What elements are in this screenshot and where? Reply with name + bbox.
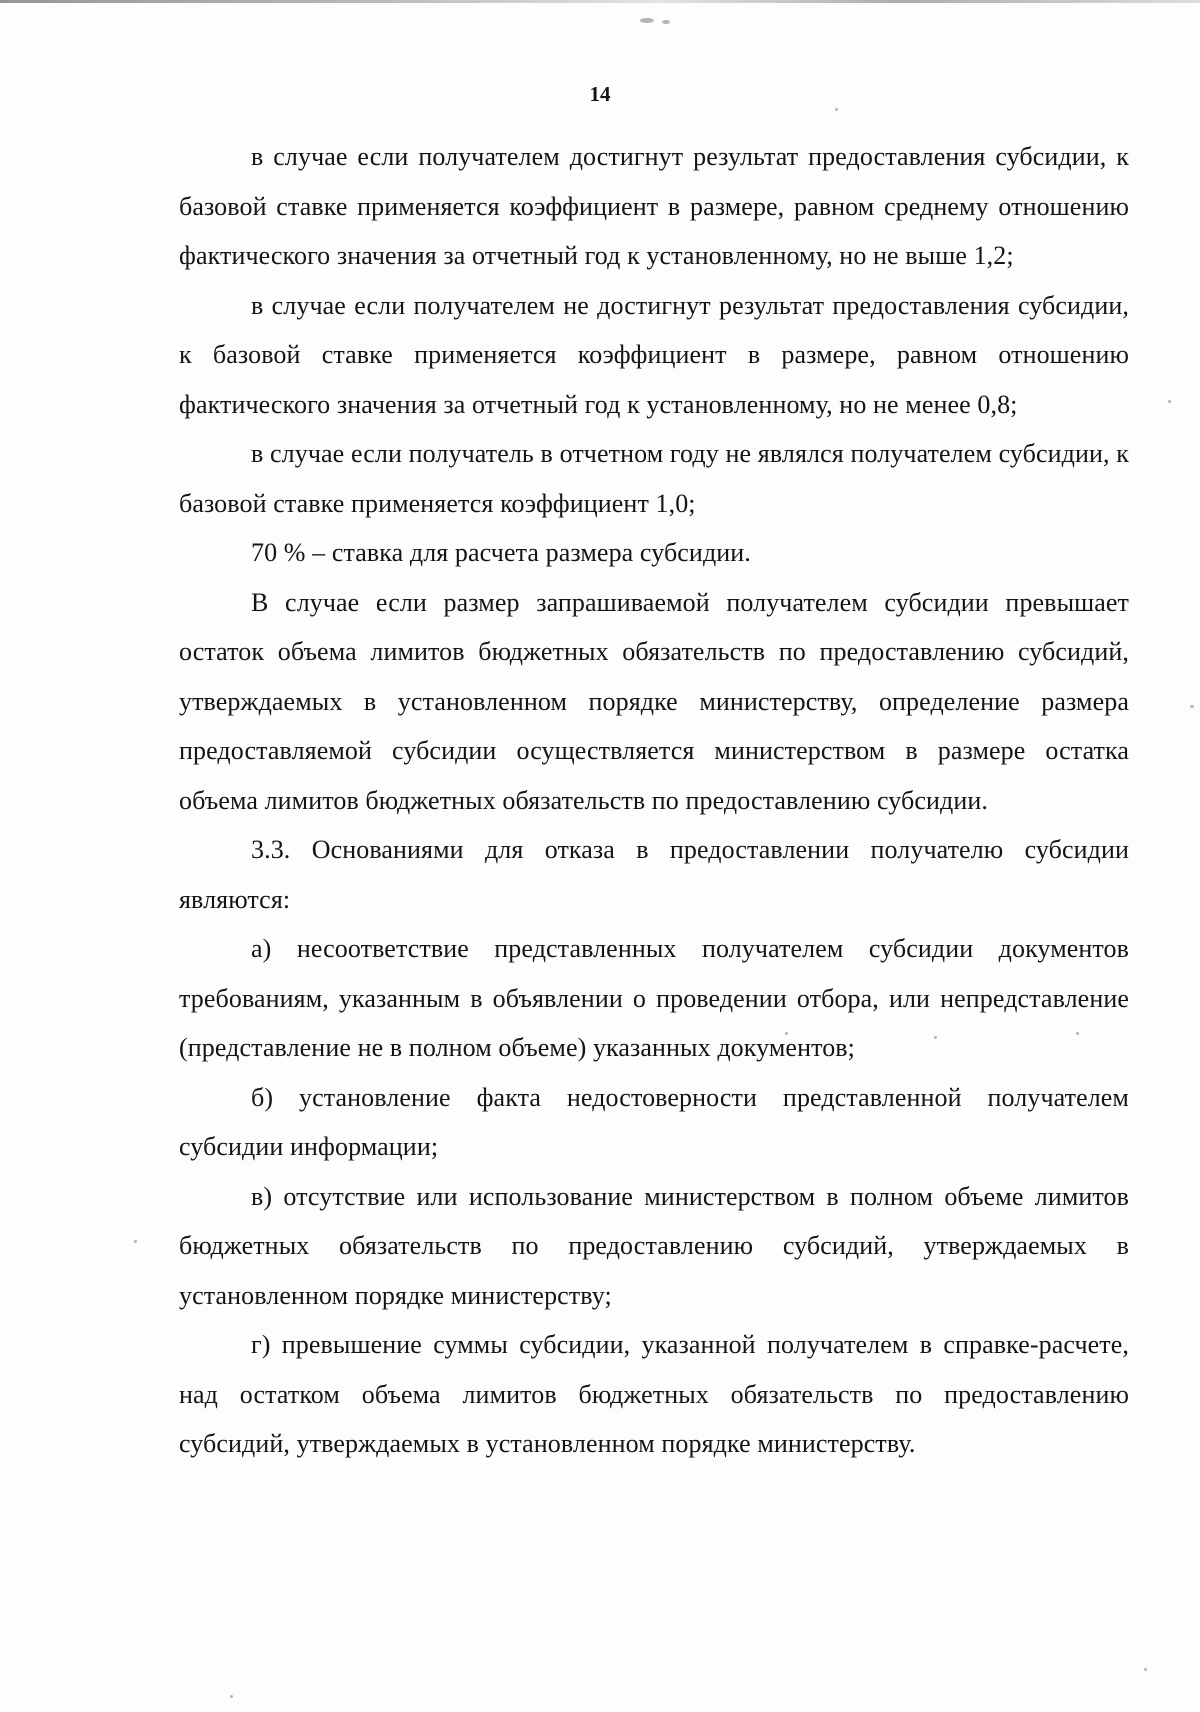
paragraph: в случае если получателем достигнут результат предоставления субсидии, к базовой ставке применяется коэффициент в размере, равном среднему отношению фактического значения за отчетный год к установленному, но не выше 1,2; [179,142,1129,270]
paragraph: в случае если получатель в отчетном году не являлся получателем субсидии, к базовой ставке применяется коэффициент 1,0; [179,439,1129,518]
scan-edge-artifact [0,0,1200,3]
scan-speck [1144,1668,1147,1671]
scan-speck [835,108,838,111]
scan-speck [640,18,654,23]
paragraph: 70 % – ставка для расчета размера субсидии. [251,538,751,567]
document-body [179,132,1129,1469]
paragraph: в) отсутствие или использование министерством в полном объеме лимитов бюджетных обязательств по предоставлению субсидий, утверждаемых в установленном порядке министерству; [179,1181,1129,1310]
scan-speck [662,20,670,24]
scan-speck [1190,705,1194,708]
paragraph: г) превышение суммы субсидии, указанной получателем в справке-расчете, над остатком объема лимитов бюджетных обязательств по предоставлению субсидий, утверждаемых в установленном порядке министерству. [179,1330,1129,1458]
paragraph: б) установление факта недостоверности представленной получателем субсидии информации; [179,1082,1129,1161]
scan-speck [1168,400,1171,403]
paragraph: В случае если размер запрашиваемой получателем субсидии превышает остаток объема лимитов бюджетных обязательств по предоставлению субсидий, утверждаемых в установленном порядке министерству, определение размера предоставляемой субсидии осуществляется министерством в размере остатка объема лимитов бюджетных обязательств по предоставлению субсидии. [179,587,1129,815]
scan-speck [230,1695,233,1698]
paragraph: 3.3. Основаниями для отказа в предоставлении получателю субсидии являются: [179,835,1129,914]
paragraph: а) несоответствие представленных получателем субсидии документов требованиям, указанным в объявлении о проведении отбора, или непредставление (представление не в полном объеме) указанных документов; [179,934,1129,1062]
paragraph: в случае если получателем не достигнут результат предоставления субсидии, к базовой ставке применяется коэффициент в размере, равном отношению фактического значения за отчетный год к установленному, но не менее 0,8; [179,290,1129,419]
page-number: 14 [589,82,611,106]
scan-speck [134,1240,137,1243]
